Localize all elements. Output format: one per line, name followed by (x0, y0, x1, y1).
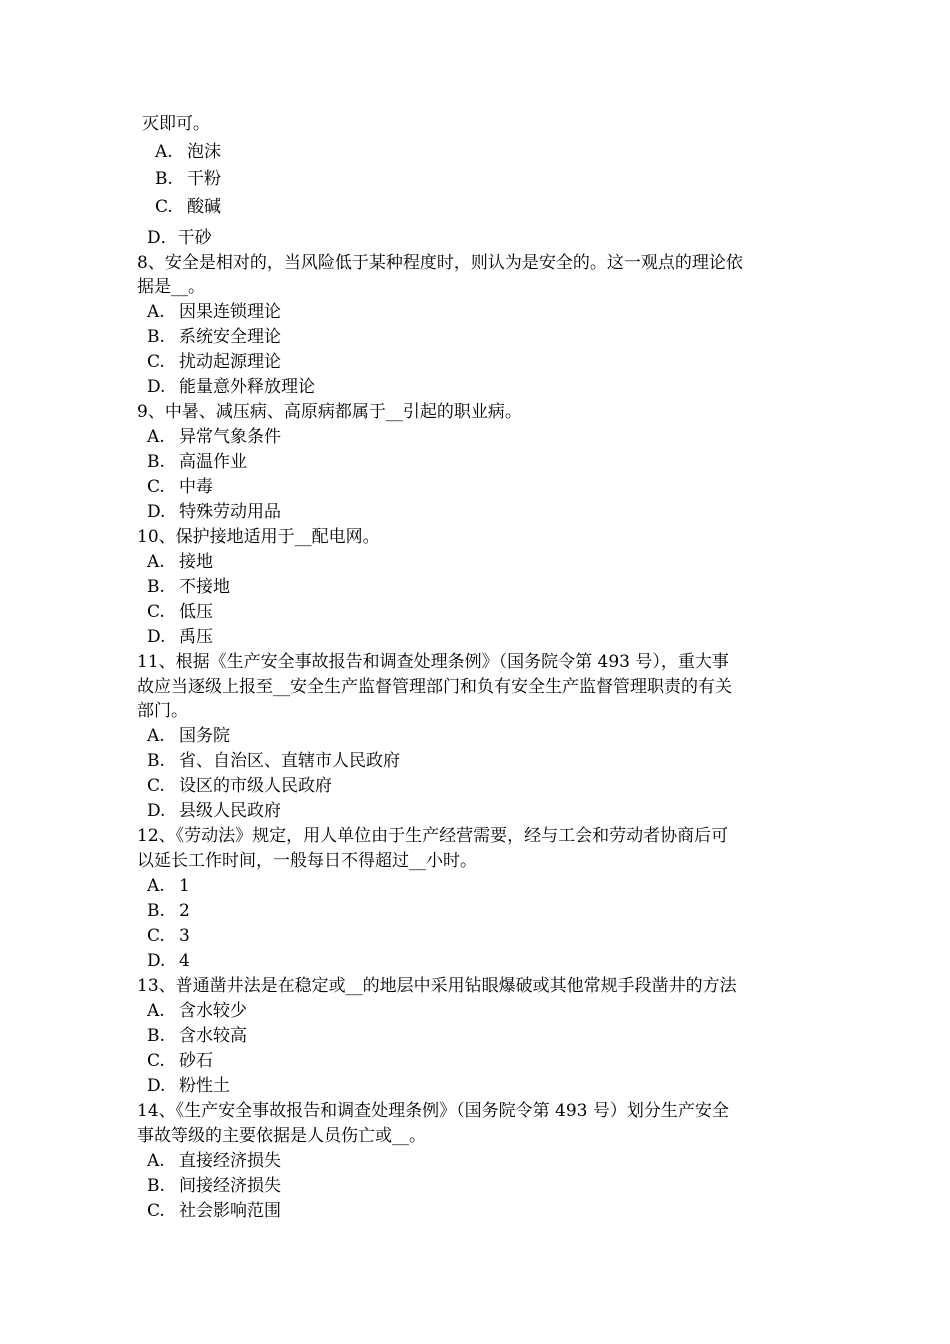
q9-option-d (147, 500, 281, 524)
option-text: 国务院 (179, 726, 230, 746)
q7-option-d: D．干砂 (147, 228, 212, 248)
q8-option-b (147, 325, 281, 349)
option-label: B. (147, 577, 165, 597)
q9-option-a (147, 425, 281, 449)
option-label: B. (147, 901, 165, 921)
option-label: C. (147, 602, 165, 622)
q14-option-c (147, 1199, 281, 1223)
option-label: D. (147, 502, 166, 522)
option-text: 能量意外释放理论 (179, 377, 315, 397)
q7-option-b (155, 167, 221, 191)
option-label: A. (147, 552, 165, 572)
option-text: 异常气象条件 (179, 427, 281, 447)
option-label: C. (147, 477, 165, 497)
q13-option-c (147, 1049, 213, 1073)
option-text: 社会影响范围 (179, 1201, 281, 1221)
option-text: 不接地 (179, 577, 230, 597)
option-text: 高温作业 (179, 452, 247, 472)
option-label: C. (147, 1201, 165, 1221)
q13-option-a (147, 999, 247, 1023)
option-label: A. (147, 302, 165, 322)
option-label: A. (147, 427, 165, 447)
option-text: 直接经济损失 (179, 1151, 281, 1171)
option-label: B. (147, 452, 165, 472)
q13-option-b (147, 1024, 247, 1048)
q8-stem-line-1: 8、安全是相对的，当风险低于某种程度时，则认为是安全的。这一观点的理论依 (137, 253, 743, 273)
option-text: 禹压 (179, 627, 213, 647)
q9-option-c (147, 475, 213, 499)
option-text: 4 (179, 951, 190, 971)
option-label: B. (147, 751, 165, 771)
q8-stem-line-2: 据是__。 (137, 277, 205, 297)
option-text: 省、自治区、直辖市人民政府 (179, 751, 400, 771)
q7-option-c (155, 195, 221, 219)
option-text: 砂石 (179, 1051, 213, 1071)
option-text: 含水较少 (179, 1001, 247, 1021)
q10-option-c (147, 600, 213, 624)
option-label: A. (147, 876, 165, 896)
option-label: D. (147, 377, 166, 397)
option-text: 含水较高 (179, 1026, 247, 1046)
q7-stem-continuation: 灭即可。 (142, 114, 210, 134)
q11-option-b (147, 749, 400, 773)
q11-stem-line-2: 故应当逐级上报至__安全生产监督管理部门和负有安全生产监督管理职责的有关 (137, 677, 732, 697)
q11-option-d (147, 799, 281, 823)
option-text: 间接经济损失 (179, 1176, 281, 1196)
option-text: 低压 (179, 602, 213, 622)
option-label: C. (155, 197, 173, 217)
q9-option-b (147, 450, 247, 474)
option-text: 中毒 (179, 477, 213, 497)
q14-stem-line-2: 事故等级的主要依据是人员伤亡或__。 (137, 1126, 426, 1146)
option-label: C. (147, 1051, 165, 1071)
q10-option-a (147, 550, 213, 574)
option-text: 特殊劳动用品 (179, 502, 281, 522)
q12-stem-line-1: 12、《劳动法》规定，用人单位由于生产经营需要，经与工会和劳动者协商后可 (137, 826, 729, 846)
option-text: 2 (179, 901, 190, 921)
option-label: C. (147, 776, 165, 796)
option-label: A. (147, 1151, 165, 1171)
option-label: B. (147, 327, 165, 347)
option-label: B. (155, 169, 173, 189)
q12-stem-line-2: 以延长工作时间，一般每日不得超过__小时。 (137, 851, 477, 871)
q7-option-a (155, 140, 221, 164)
option-label: B. (147, 1026, 165, 1046)
q10-option-b (147, 575, 230, 599)
option-label: D. (147, 951, 166, 971)
option-label: D. (147, 1076, 166, 1096)
option-label: B. (147, 1176, 165, 1196)
q13-stem-line-1: 13、普通凿井法是在稳定或__的地层中采用钻眼爆破或其他常规手段凿井的方法 (137, 976, 737, 996)
q8-option-a (147, 300, 281, 324)
option-label: A. (155, 142, 173, 162)
option-text: 接地 (179, 552, 213, 572)
option-label: A. (147, 726, 165, 746)
option-text: 设区的市级人民政府 (179, 776, 332, 796)
q14-option-a (147, 1149, 281, 1173)
option-text: 泡沫 (187, 142, 221, 162)
option-text: 扰动起源理论 (179, 352, 281, 372)
option-label: D. (147, 627, 166, 647)
option-label: D. (147, 801, 166, 821)
q8-option-c (147, 350, 281, 374)
option-text: 粉性土 (179, 1076, 230, 1096)
q12-option-b (147, 899, 190, 923)
option-text: 系统安全理论 (179, 327, 281, 347)
option-text: 1 (179, 876, 190, 896)
q12-option-d (147, 949, 190, 973)
q8-option-d (147, 375, 315, 399)
option-label: C. (147, 352, 165, 372)
option-text: 3 (179, 926, 190, 946)
q11-stem-line-3: 部门。 (137, 701, 188, 721)
q12-option-a (147, 874, 190, 898)
q9-stem-line-1: 9、中暑、减压病、高原病都属于__引起的职业病。 (137, 402, 522, 422)
option-text: 因果连锁理论 (179, 302, 281, 322)
q11-option-a (147, 724, 230, 748)
q11-option-c (147, 774, 332, 798)
option-text: 县级人民政府 (179, 801, 281, 821)
option-label: A. (147, 1001, 165, 1021)
q12-option-c (147, 924, 190, 948)
option-text: 酸碱 (187, 197, 221, 217)
q14-option-b (147, 1174, 281, 1198)
q11-stem-line-1: 11、根据《生产安全事故报告和调查处理条例》（国务院令第 493 号），重大事 (137, 652, 729, 672)
option-label: C. (147, 926, 165, 946)
q14-stem-line-1: 14、《生产安全事故报告和调查处理条例》（国务院令第 493 号）划分生产安全 (137, 1101, 729, 1121)
option-text: 干粉 (187, 169, 221, 189)
q10-option-d (147, 625, 213, 649)
q10-stem-line-1: 10、保护接地适用于__配电网。 (137, 527, 380, 547)
q13-option-d (147, 1074, 230, 1098)
